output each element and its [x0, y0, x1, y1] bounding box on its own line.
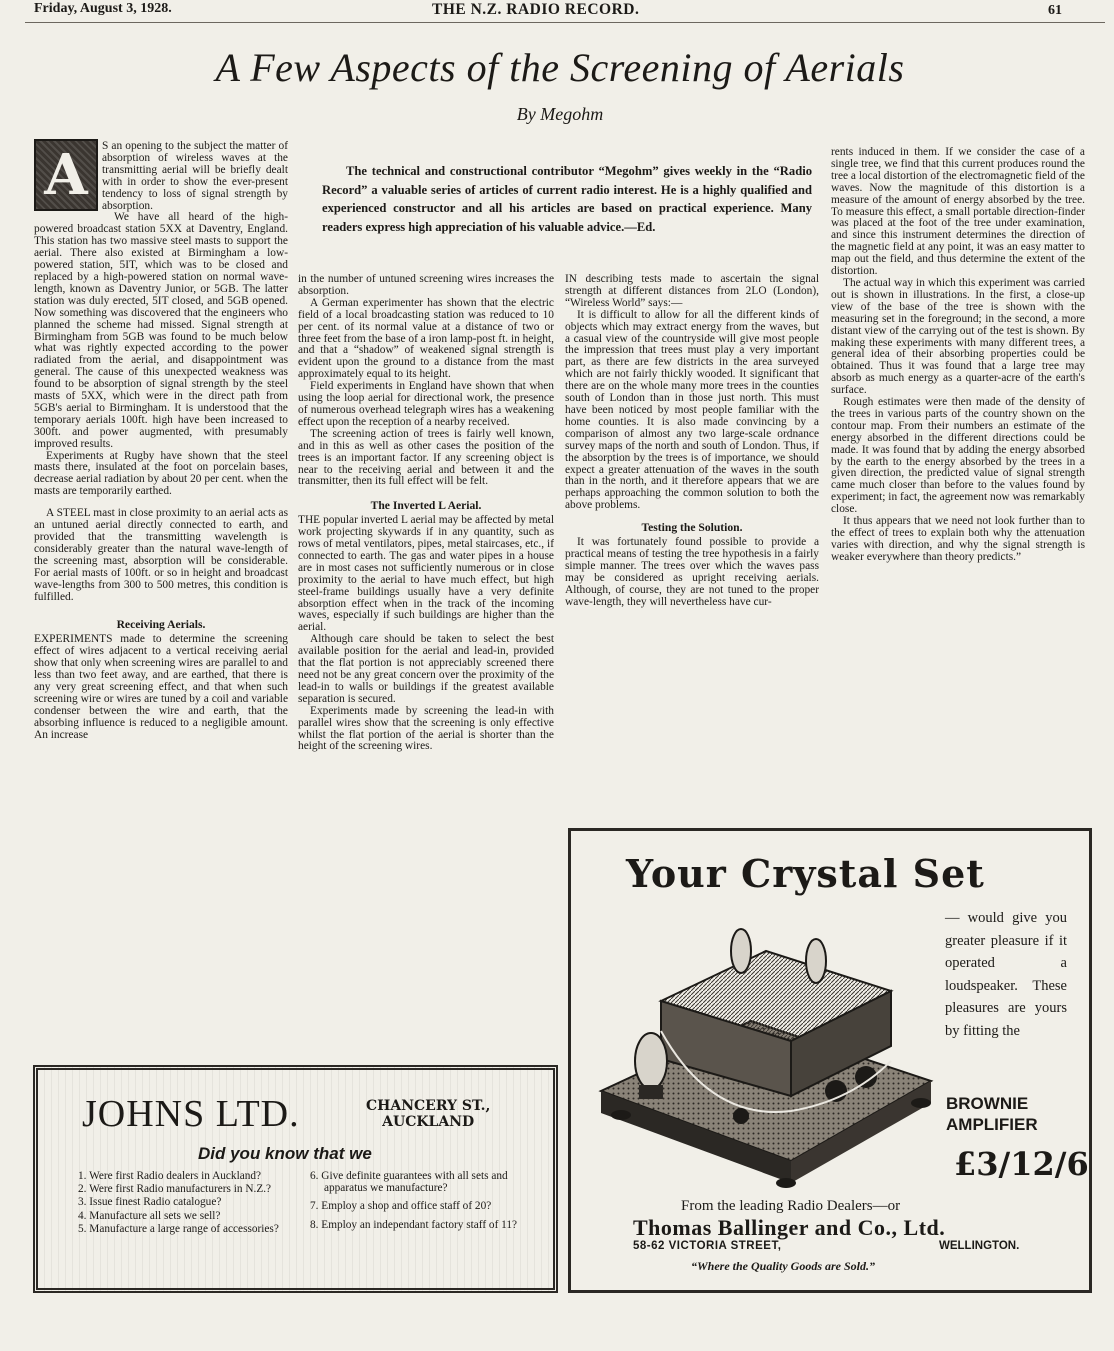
- list-item: 5. Manufacture a large range of accessories?: [78, 1222, 279, 1235]
- list-item: 2. Were first Radio manufacturers in N.Z.?: [78, 1183, 272, 1196]
- product-price: £3/12/6: [954, 1145, 1089, 1183]
- ad-body-text: — would give you greater pleasure if it operated a loudspeaker. These pleasures are yours by fitting the: [945, 910, 1067, 1039]
- paragraph: It was fortunately found possible to provide a practical means of testing the tree hypothesis in a fairly simple manner. The trees over which the waves pass may be considered as upright receiving aerials. Although, of course, they are not tuned to the proper wave-length, they will nevertheless have cur-: [565, 536, 819, 608]
- column-2: [298, 274, 554, 1059]
- drop-cap-space: [34, 141, 102, 219]
- ad-headline: Your Crystal Set: [626, 851, 985, 896]
- firm-slogan: “Where the Quality Goods are Sold.”: [691, 1259, 876, 1273]
- header-rule: [25, 22, 1105, 23]
- column-4: [831, 147, 1085, 819]
- paragraph: Field experiments in England have shown that when using the loop aerial for directional work, the presence of numerous overhead telegraph wires has a weakening effect upon the reception of a nearby received.: [298, 380, 554, 428]
- product-line: AMPLIFIER: [946, 1115, 1038, 1134]
- paragraph: in the number of untuned screening wires increases the absorption.: [298, 274, 554, 297]
- product-name: [946, 1093, 1066, 1135]
- crystal-set-advertisement: [568, 828, 1092, 1293]
- issue-date: Friday, August 3, 1928.: [34, 1, 172, 16]
- paragraph: IN describing tests made to ascertain the signal strength at different distances from 2LO (London), “Wireless World” says:—: [565, 274, 819, 309]
- paragraph: It is difficult to allow for all the different kinds of objects which may extract energy from the waves, but a casual view of the countryside will give most people the impression that trees must play a very important part, as there are few districts in the area surveyed which are not fairly thickly wooded. It significant that there are on the whole many more trees in the counties south of London than in those just north. This must have been noticed by most people familiar with the home counties. It is also made convincing by a comparison of almost any two large-scale ordnance survey maps of the north and south of London. Thus, if the absorption by the trees is of importance, we should expect a greater attenuation of the waves in the south than in the north, and it therefore appears that we are perhaps approaching the common solution to both the above problems.: [565, 308, 819, 512]
- article-byline: By Megohm: [516, 104, 604, 124]
- paragraph: Experiments made by screening the lead-in with parallel wires show that the screening is only effective whilst the flat portion of the aerial is shorter than the height of the screening wires.: [298, 704, 554, 753]
- publication-name: THE N.Z. RADIO RECORD.: [432, 1, 640, 18]
- list-item: 7. Employ a shop and office staff of 20?: [310, 1200, 492, 1213]
- list-item: 8. Employ an independant factory staff of 11?: [310, 1218, 518, 1231]
- article-title: A Few Aspects of the Screening of Aerials: [215, 45, 905, 90]
- paragraph: The screening action of trees is fairly well known, and in this as well as other cases the position of the trees is an important factor. If any screening object is near to the receiving aerial and between it and the transmitter, then its full effect will be felt.: [298, 427, 554, 488]
- paragraph: A German experimenter has shown that the electric field of a local broadcasting station was reduced to 10 per cent. of its normal value at a distance of two or three feet from the base of a iron lamp-post ft. in height, and that a “shadow” of weakened signal strength is evident upon the ground to a distance from the mast approximately equal to its height.: [298, 296, 554, 381]
- paragraph: S an opening to the subject the matter of absorption of wireless waves at the transmitting aerial will be briefly dealt with in order to show the ever-present tendency to loss of signal strength by absorption.: [102, 141, 288, 212]
- paragraph: Although care should be taken to select the best available position for the aerial and lead-in, provided that the flat portion is not appreciably screened there need not be any great concern over the proximity of the lead-in to walls or buildings if the greatest available separation is secured.: [298, 633, 554, 705]
- paragraph: We have all heard of the high-powered broadcast station 5XX at Daventry, England. This station has two massive steel masts to support the aerial. There also existed at Birmingham a low-powered station, 5IT, which was to be closed and replaced by a high-powered station on normal wave-length, known as Daventry Junior, or 5GB. The latter station was duly erected, 5IT closed, and 5GB opened. Now something was discovered that the engineers who planned the scheme had missed. Signal strength at Birmingham from 5GB was found to be much below what was rightly expected according to the power radiated from the aerial, and disappointment was general. The cause of this unexpected weakness was found to be absorption of signal strength by the steel masts of 5XX, which were in the direct path from 5GB's aerial to Birmingham. It is understood that the temporary aerials 100ft. high have been increased to 300ft. and power augmented, with presumably improved results.: [34, 211, 288, 450]
- johns-ltd-advertisement: [33, 1065, 558, 1293]
- drop-cap-illustration: A: [34, 139, 98, 211]
- list-item: 1. Were first Radio dealers in Auckland?: [78, 1170, 262, 1182]
- list-item: 4. Manufacture all sets we sell?: [78, 1209, 221, 1222]
- amplifier-illustration: [591, 891, 943, 1191]
- editor-note: The technical and constructional contributor “Megohm” gives weekly in the “Radio Record” a valuable series of articles of current radio interest. He is a highly qualified and experienced constructor and all his articles are based on practical experience. Many readers express high appreciation of his valuable advice.—Ed.: [322, 164, 812, 234]
- ad-list-left: [78, 1170, 303, 1236]
- paragraph: rents induced in them. If we consider the case of a single tree, we find that this current produces round the tree a local distortion of the electromagnetic field of the waves. Now the magnitude of this distortion is a measure of the amount of energy absorbed by the tree. To measure this effect, a small portable direction-finder was placed at the foot of the tree under examination, and since this instrument determines the direction of the magnetic field at any point, it was an easy matter to map out the field, and thus determine the extent of the distortion.: [831, 147, 1085, 278]
- list-item: 6. Give definite guarantees with all sets and apparatus we manufacture?: [310, 1170, 508, 1195]
- subheading: Receiving Aerials.: [116, 618, 206, 632]
- paragraph: THE popular inverted L aerial may be affected by metal work projecting skywards if in any quantity, such as rows of metal ventilators, pipes, metal staircases, etc., if connected to earth. The gas and water pipes in a house are in most cases not sufficiently numerous or in close proximity to the aerial to have much effect, but high steel-frame buildings usually have a very definite absorption effect when in the track of the incoming waves, especially if such buildings are higher than the aerial.: [298, 514, 554, 634]
- firm-name: Thomas Ballinger and Co., Ltd.: [633, 1215, 946, 1240]
- paragraph: A STEEL mast in close proximity to an aerial acts as an untuned aerial directly connected to earth, and provided that the transmitting wavelength is considerably greater than the natural wave-length of the screening mast, absorption will be considerable. For aerial masts of 100ft. or so in height and broadcast wave-lengths from 300 to 500 metres, this condition is fulfilled.: [34, 507, 288, 603]
- paragraph: EXPERIMENTS made to determine the screening effect of wires adjacent to a vertical receiving aerial show that only when screening wires are parallel to and less than two feet away, and are earthed, that there is any very great screening effect, and that when such screening wire or wires are tuned by a coil and variable condenser between the wire and earth, that the absorbing influence is reduced to a negligible amount. An increase: [34, 633, 288, 741]
- ad-question: Did you know that we: [198, 1144, 372, 1163]
- list-item: 3. Issue finest Radio catalogue?: [78, 1196, 222, 1209]
- address-line: CHANCERY ST.,: [366, 1098, 491, 1114]
- firm-city: WELLINGTON.: [939, 1240, 1020, 1252]
- ad-list-right: [310, 1170, 530, 1232]
- dealer-line: From the leading Radio Dealers—or: [681, 1198, 901, 1214]
- address-line: AUCKLAND: [382, 1114, 475, 1130]
- advertiser-name: JOHNS LTD.: [82, 1093, 300, 1135]
- column-1: [34, 141, 288, 1066]
- paragraph: Experiments at Rugby have shown that the steel masts there, insulated at the foot on porcelain bases, decrease aerial radiation by about 20 per cent. when the masts are temporarily earthed.: [34, 449, 288, 498]
- advertiser-address: [366, 1098, 490, 1130]
- paragraph: It thus appears that we need not look further than to the effect of trees to explain both why the attenuation varies with direction, and why the signal strength is weaker everywhere than theory predicts.”: [831, 515, 1085, 563]
- subheading: Testing the Solution.: [641, 521, 743, 535]
- column-3: [565, 274, 819, 822]
- firm-street: 58-62 VICTORIA STREET,: [633, 1240, 782, 1252]
- paragraph: The actual way in which this experiment was carried out is shown in illustrations. In the first, a close-up view of the base of the tree is shown with the measuring set in the foreground; in the second, a more distant view of the carrying out of the test is shown. By making these experiments with many different trees, a general idea of their absorbing properties could be obtained. Thus it was found that a large tree may absorb as much energy as a quarter-acre of the earth's surface.: [831, 276, 1085, 397]
- page-number: 61: [1048, 3, 1062, 18]
- paragraph: Rough estimates were then made of the density of the trees in various parts of the country shown on the contour map. From their numbers an estimate of the energy absorbed in the different directions could be made. It was found that by adding the energy absorbed by the earth to the energy absorbed by the trees in a given direction, the predicted value of signal strength came much closer than before to the values found by experiment; in fact, the agreement now was remarkably close.: [831, 396, 1085, 516]
- subheading: The Inverted L Aerial.: [370, 499, 482, 513]
- product-line: BROWNIE: [946, 1094, 1029, 1113]
